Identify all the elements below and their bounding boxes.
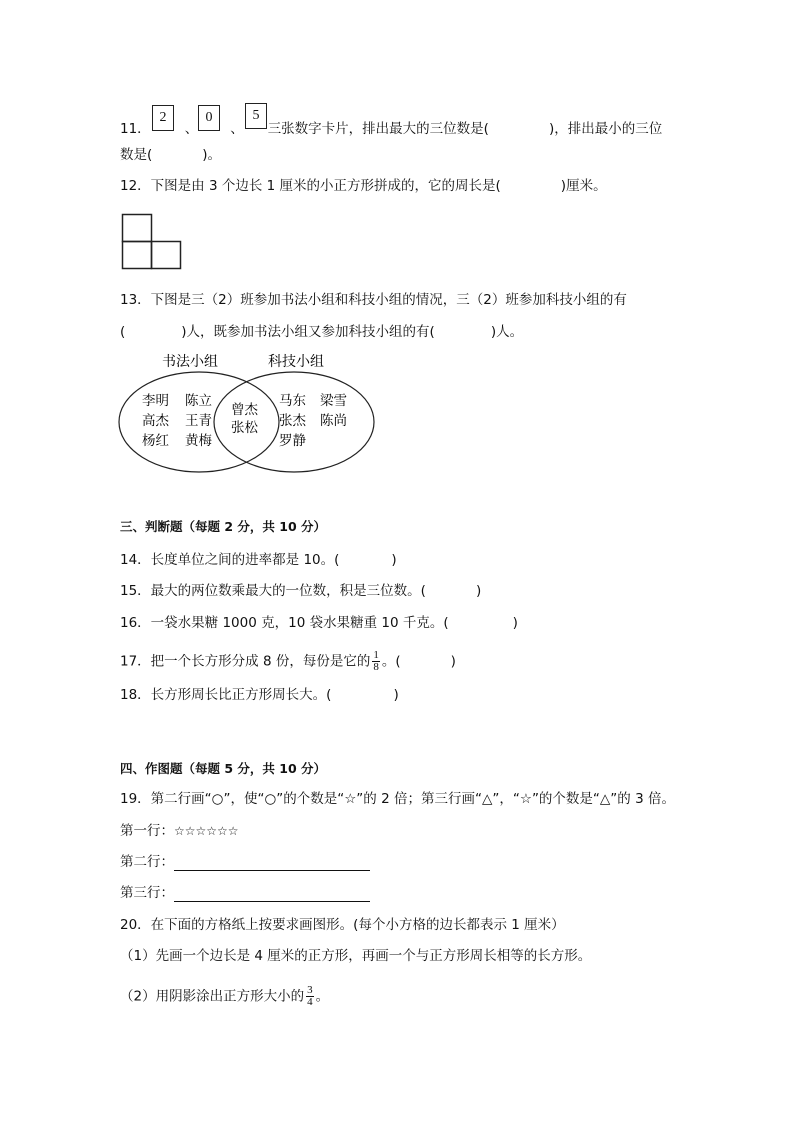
venn-right-title: 科技小组 — [268, 354, 324, 370]
venn-right-name: 梁雪 — [320, 393, 347, 409]
q12-text-a: 12．下图是由 3 个边长 1 厘米的小正方形拼成的，它的周长是( — [120, 178, 501, 194]
q11-line2 — [120, 146, 221, 164]
three-squares-figure — [120, 212, 184, 272]
q20-part2 — [120, 985, 329, 1008]
venn-both-name: 张松 — [231, 420, 258, 436]
number-card-2: 2 — [152, 105, 174, 131]
venn-left-name: 陈立 — [185, 393, 212, 409]
fraction-numerator: 1 — [373, 649, 379, 661]
q13-line2-b: )人，既参加书法小组又参加科技小组的有( — [181, 324, 435, 340]
q15-text: 15．最大的两位数乘最大的一位数，积是三位数。( — [120, 583, 426, 599]
row2-answer-line[interactable] — [174, 856, 370, 871]
q15 — [120, 582, 481, 600]
q19-row3 — [120, 884, 370, 902]
venn-left-name: 王青 — [185, 413, 212, 429]
q15-close: ) — [475, 583, 482, 599]
venn-right-name: 马东 — [279, 393, 306, 409]
q13-line2 — [120, 323, 523, 341]
q20-text: 20．在下面的方格纸上按要求画图形。(每个小方格的边长都表示 1 厘米） — [120, 917, 565, 933]
q11-text-a: 三张数字卡片，排出最大的三位数是( — [267, 121, 489, 137]
fraction-three-quarters — [306, 985, 314, 1008]
q16-close: ) — [512, 615, 518, 631]
venn-left-name: 高杰 — [142, 413, 169, 429]
row3-label: 第三行： — [120, 885, 174, 901]
venn-left-name: 黄梅 — [185, 433, 212, 449]
q11-number: 11． — [120, 121, 151, 137]
q18 — [120, 686, 399, 704]
q19-text: 19．第二行画“○”，使“○”的个数是“☆”的 2 倍；第三行画“△”，“☆”的个数是“△”的 3 倍。 — [120, 791, 675, 807]
q11-sep-1: 、 — [184, 121, 199, 137]
number-card-0: 0 — [198, 105, 220, 131]
fraction-denominator: 4 — [307, 996, 313, 1008]
venn-right-name: 陈尚 — [320, 413, 347, 429]
q11-text-b: )，排出最小的三位 — [548, 121, 663, 137]
q18-text: 18．长方形周长比正方形周长大。( — [120, 687, 332, 703]
row2-label: 第二行： — [120, 854, 174, 870]
q14 — [120, 551, 397, 569]
q20-part1: （1）先画一个边长是 4 厘米的正方形，再画一个与正方形周长相等的长方形。 — [120, 948, 592, 964]
q11-line1 — [120, 120, 662, 138]
q14-close: ) — [391, 552, 397, 568]
q11-text-d: )。 — [202, 147, 222, 163]
row3-answer-line[interactable] — [174, 887, 370, 902]
section-3-title: 三、判断题（每题 2 分，共 10 分） — [120, 519, 327, 534]
q13-line2-a: ( — [120, 324, 126, 340]
q18-close: ) — [393, 687, 399, 703]
venn-diagram — [110, 345, 390, 475]
fraction-one-eighth — [372, 650, 380, 673]
q13-line1: 13．下图是三（2）班参加书法小组和科技小组的情况，三（2）班参加科技小组的有 — [120, 292, 627, 308]
q11-text-c: 数是( — [120, 147, 153, 163]
fraction-numerator: 3 — [307, 984, 313, 996]
q11-sep-2: 、 — [230, 121, 244, 137]
q19-row1 — [120, 822, 239, 840]
q12-text — [120, 177, 607, 195]
row1-label: 第一行： — [120, 823, 174, 839]
venn-left-name: 杨红 — [142, 433, 169, 449]
venn-both-name: 曾杰 — [231, 402, 258, 418]
q16-text: 16．一袋水果糖 1000 克，10 袋水果糖重 10 千克。( — [120, 615, 449, 631]
q20-part2-a: （2）用阴影涂出正方形大小的 — [120, 988, 305, 1005]
q17-close: ) — [450, 653, 456, 670]
q19-row2 — [120, 853, 370, 871]
q17-text-a: 17．把一个长方形分成 8 份，每份是它的 — [120, 653, 371, 670]
number-card-5: 5 — [245, 103, 267, 129]
q17 — [120, 650, 456, 673]
q20-part2-b: 。 — [315, 988, 330, 1005]
section-4-title: 四、作图题（每题 5 分，共 10 分） — [120, 761, 327, 776]
star-row: ☆☆☆☆☆☆ — [174, 824, 239, 838]
venn-left-title: 书法小组 — [162, 354, 218, 370]
q12-text-b: )厘米。 — [560, 178, 607, 194]
q16 — [120, 614, 518, 632]
q13-line2-c: )人。 — [490, 324, 524, 340]
venn-left-name: 李明 — [142, 393, 169, 409]
venn-right-name: 张杰 — [279, 413, 306, 429]
q17-text-b: 。( — [381, 653, 401, 670]
fraction-denominator: 8 — [373, 661, 379, 673]
q14-text: 14．长度单位之间的进率都是 10。( — [120, 552, 340, 568]
venn-right-name: 罗静 — [279, 433, 306, 449]
